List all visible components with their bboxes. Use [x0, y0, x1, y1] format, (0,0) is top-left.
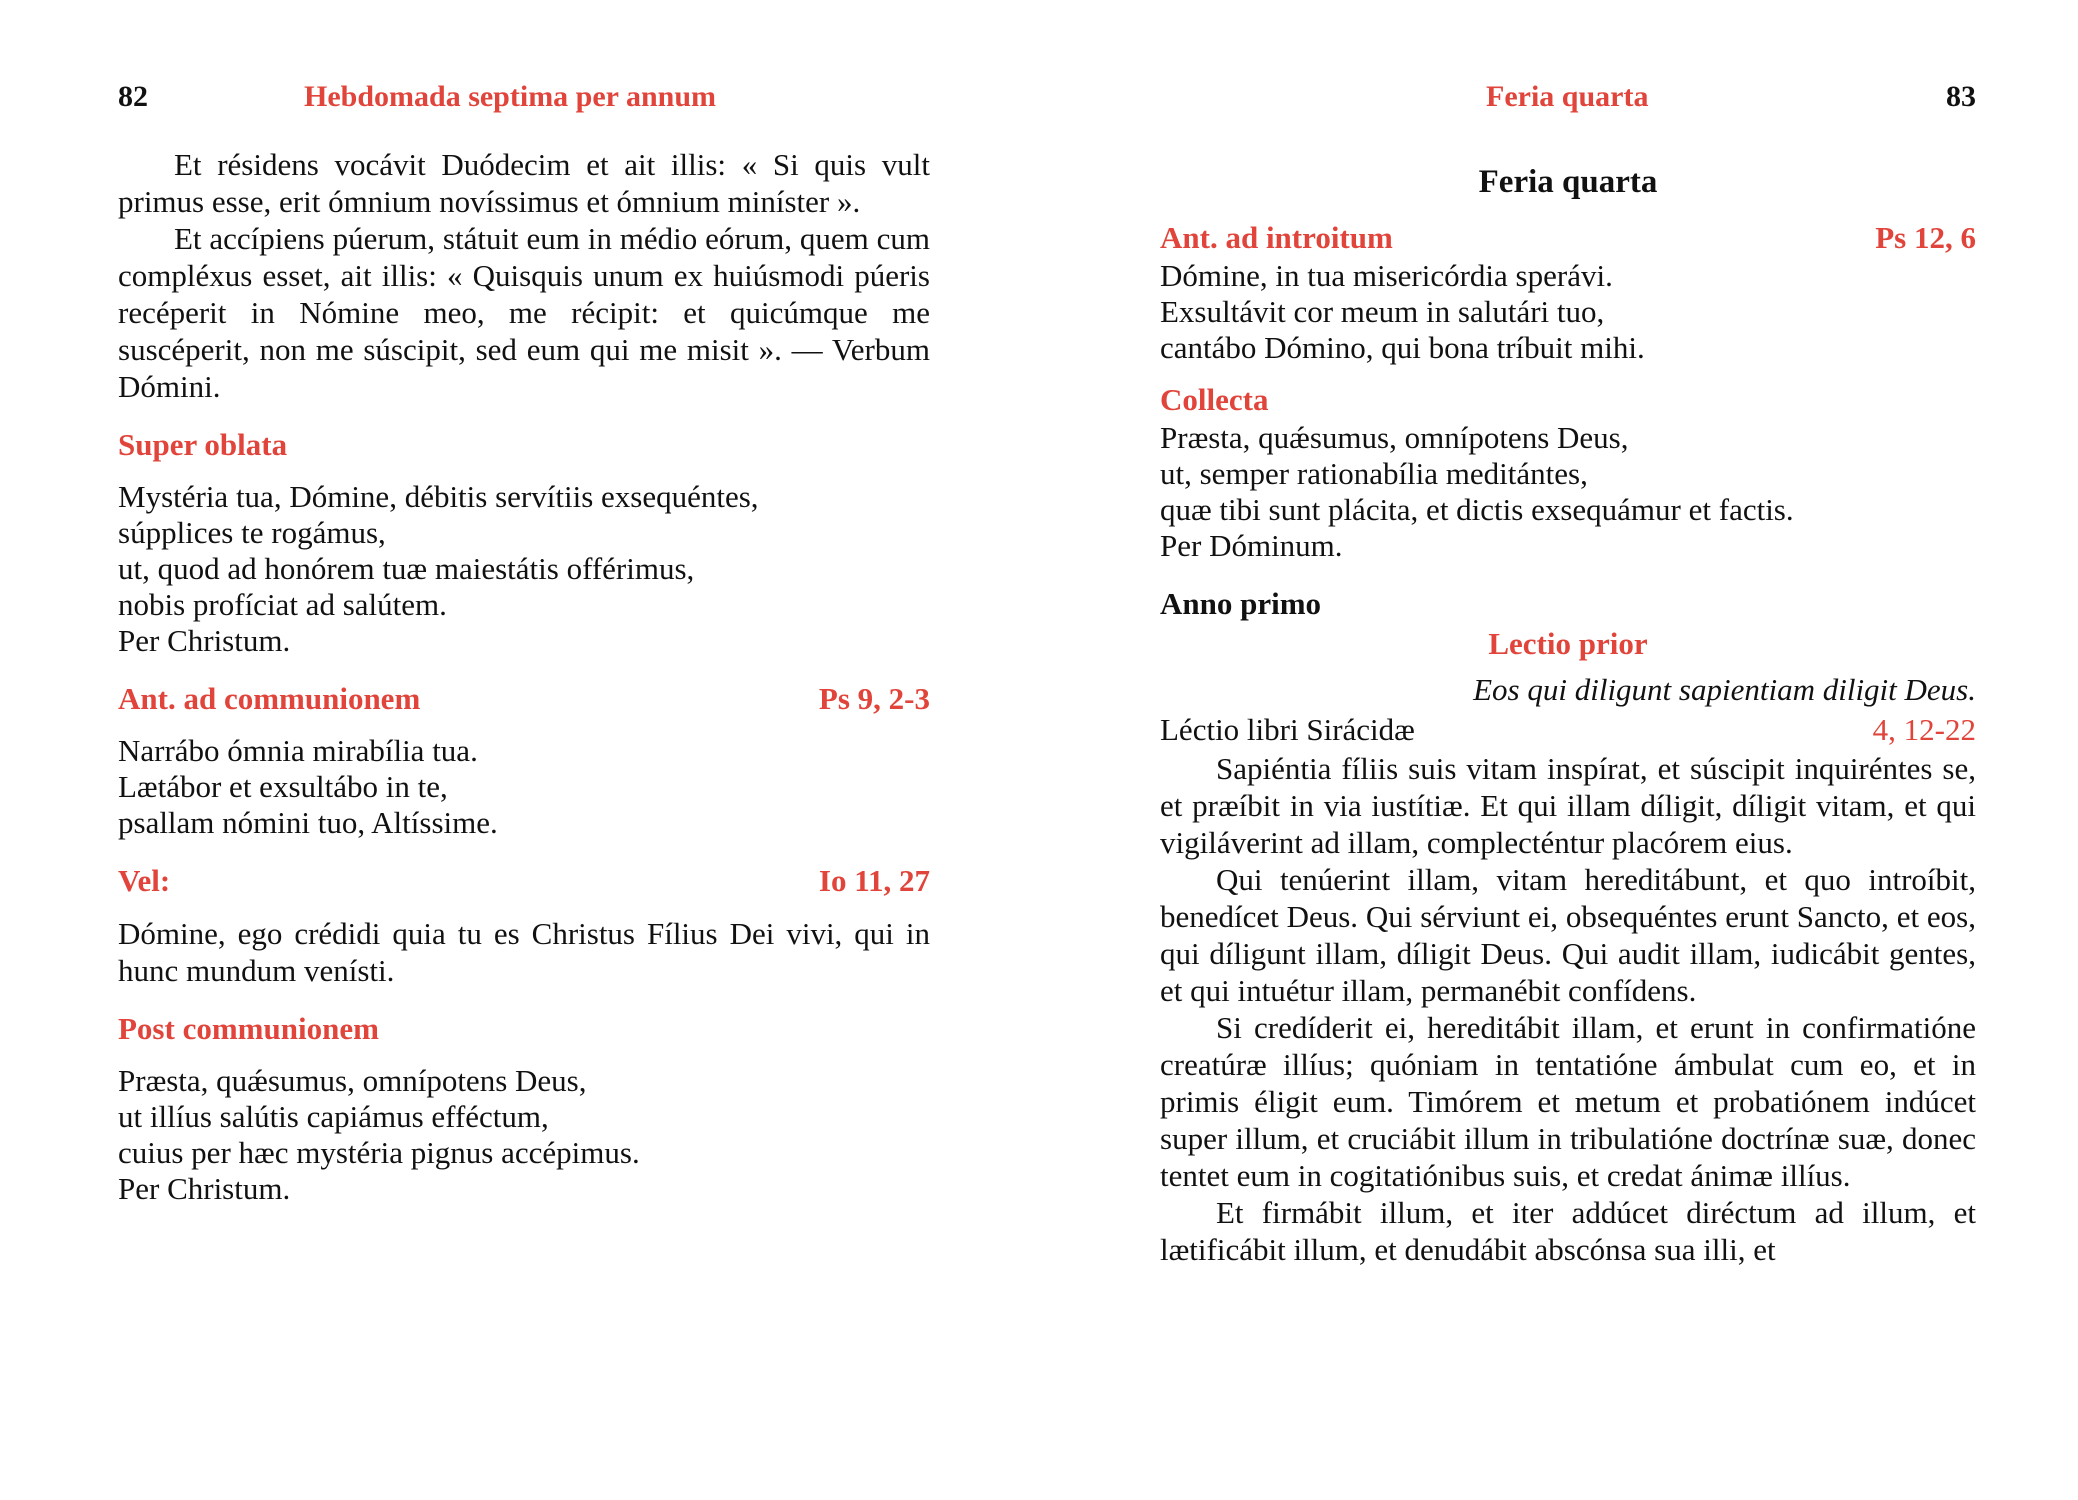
page-number-right: 83 [1946, 80, 1976, 113]
reading-motto: Eos qui diligunt sapientiam diligit Deus. [1473, 672, 1976, 707]
super-oblata-heading: Super oblata [118, 427, 288, 462]
introit-reference: Ps 12, 6 [1875, 220, 1976, 255]
prayer-line: Per Christum. [118, 1171, 291, 1206]
right-page [1160, 0, 1976, 1500]
prayer-line: súpplices te rogámus, [118, 515, 386, 550]
reading-paragraph: Sapiéntia fíliis suis vitam inspírat, et súscipit inquiréntes se, et præíbit in via iustítiæ. Et qui illam díligit, díligit vitam, et qui vigiláverint ad illam, complecténtur placórem eius. [1160, 751, 1976, 860]
running-head-left [118, 80, 930, 120]
post-communion-prayer [118, 1063, 930, 1207]
vel-title: Vel: [118, 863, 171, 898]
antiphon-line: Exsultávit cor meum in salutári tuo, [1160, 294, 1605, 329]
page-number-left: 82 [118, 80, 148, 113]
prayer-line: Per Christum. [118, 623, 291, 658]
collect-heading: Collecta [1160, 382, 1269, 417]
reading-source-row [1160, 710, 1976, 750]
antiphon-line: Narrábo ómnia mirabília tua. [118, 733, 478, 768]
left-page [118, 0, 930, 1500]
prayer-line: quæ tibi sunt plácita, et dictis exsequámur et factis. [1160, 492, 1794, 527]
prayer-line: ut, quod ad honórem tuæ maiestátis offérimus, [118, 551, 695, 586]
antiphon-line: Lætábor et exsultábo in te, [118, 769, 448, 804]
gospel-paragraph: Et résidens vocávit Duódecim et ait illis: « Si quis vult primus esse, erit ómnium novíssimus et ómnium miníster ». [118, 147, 930, 219]
communion-antiphon-text [118, 733, 930, 841]
day-title: Feria quarta [1478, 164, 1658, 200]
prayer-line: cuius per hæc mystéria pignus accépimus. [118, 1135, 640, 1170]
running-head-right [1160, 80, 1976, 120]
vel-antiphon-text: Dómine, ego crédidi quia tu es Christus Fílius Dei vivi, qui in hunc mundum venísti. [118, 916, 930, 988]
reading-paragraph: Qui tenúerint illam, vitam hereditábunt, et quo introíbit, benedícet Deus. Qui sérviunt ei, obsequéntes erunt Sancto, et eos, qui díligunt illam, díligit Deus. Qui audit illam, iudicábit gentes, et qui intuétur illam, permanébit confídens. [1160, 862, 1976, 1008]
prayer-line: ut, semper rationabília meditántes, [1160, 456, 1588, 491]
vel-heading [118, 861, 930, 901]
introit-heading [1160, 218, 1976, 258]
left-body [118, 146, 930, 1207]
introit-text [1160, 258, 1976, 366]
collect-prayer [1160, 420, 1976, 564]
running-title-right: Feria quarta [1486, 80, 1649, 113]
post-communion-heading: Post communionem [118, 1011, 379, 1046]
antiphon-line: cantábo Dómino, qui bona tríbuit mihi. [1160, 330, 1645, 365]
reading-reference: 4, 12-22 [1872, 712, 1976, 747]
prayer-line: Præsta, quǽsumus, omnípotens Deus, [118, 1063, 587, 1098]
running-title-left: Hebdomada septima per annum [304, 80, 717, 113]
super-oblata-prayer [118, 479, 930, 659]
prayer-line: ut illíus salútis capiámus efféctum, [118, 1099, 549, 1134]
prayer-line: Mystéria tua, Dómine, débitis servítiis exsequéntes, [118, 479, 759, 514]
prayer-line: Præsta, quǽsumus, omnípotens Deus, [1160, 420, 1629, 455]
introit-title: Ant. ad introitum [1160, 220, 1393, 255]
vel-reference: Io 11, 27 [818, 863, 930, 898]
communion-antiphon-title: Ant. ad communionem [118, 681, 421, 716]
prayer-line: Per Dóminum. [1160, 528, 1343, 563]
right-body [1160, 160, 1976, 1268]
reading-book: Léctio libri Sirácidæ [1160, 712, 1415, 747]
antiphon-line: Dómine, in tua misericórdia sperávi. [1160, 258, 1613, 293]
prayer-line: nobis profíciat ad salútem. [118, 587, 447, 622]
reading-heading: Lectio prior [1488, 626, 1648, 661]
gospel-paragraph: Et accípiens púerum, státuit eum in médio eórum, quem cum compléxus esset, ait illis: « Quisquis unum ex huiúsmodi púeris recéperit in Nómine meo, me récipit: et quicúmque me suscéperit, non me súscipit, sed eum qui me misit ». — Verbum Dómini. [118, 221, 930, 404]
antiphon-line: psallam nómini tuo, Altíssime. [118, 805, 498, 840]
reading-paragraph: Si credíderit ei, hereditábit illam, et erunt in confirmatióne creatúræ illíus; quóniam in tentatióne ámbulat cum eo, et in primis éligit eum. Timórem et metum et probatiónem indúcet super illum, et cruciábit illum in tribulatióne doctrínæ suæ, donec tentet eum in cogitatiónibus suis, et credat ánimæ illíus. [1160, 1010, 1976, 1193]
year-heading: Anno primo [1160, 586, 1322, 621]
communion-antiphon-heading [118, 679, 930, 719]
reading-paragraph: Et firmábit illum, et iter addúcet diréctum ad illum, et lætificábit illum, et denudábit abscónsa sua illi, et [1160, 1195, 1976, 1267]
communion-antiphon-reference: Ps 9, 2-3 [818, 681, 930, 716]
